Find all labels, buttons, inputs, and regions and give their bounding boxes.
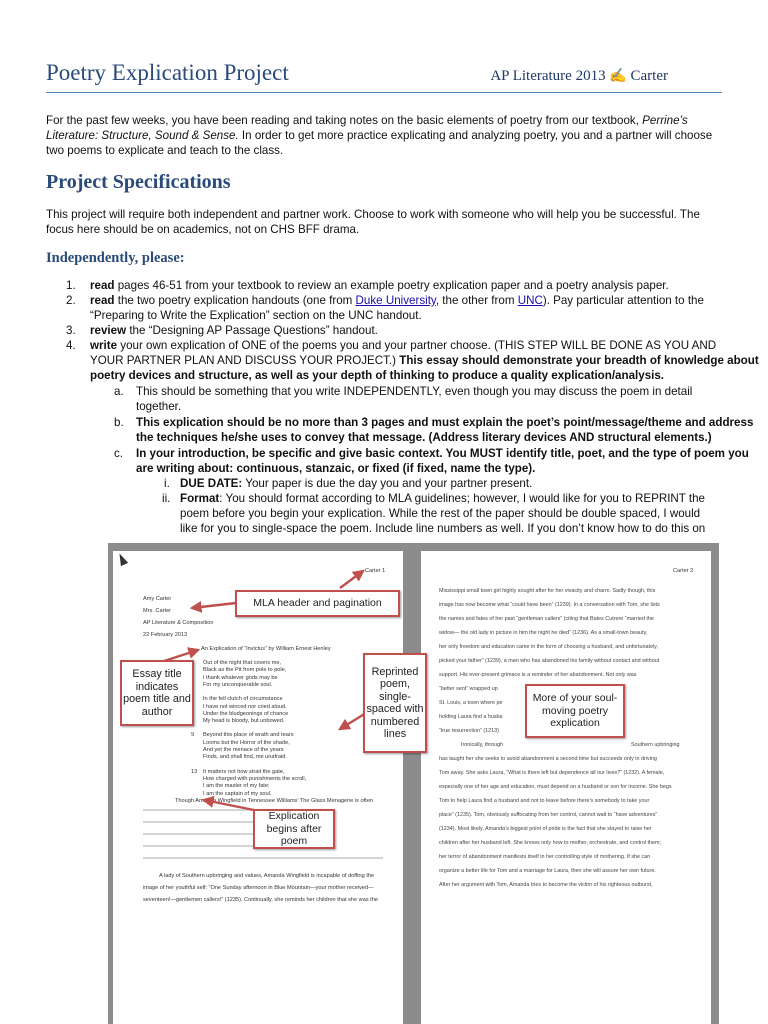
arrow-mla-to-pagenum — [340, 571, 363, 588]
specs-line-1: This project will require both independent and partner work. Choose to work with someone who will help you be successful. The — [46, 208, 700, 221]
section-heading-specifications: Project Specifications — [46, 171, 231, 193]
duke-university-link[interactable]: Duke University — [355, 294, 436, 307]
poem-line: Black as the Pit from pole to pole, — [203, 667, 287, 674]
body-line: image of her youthful self: “One Sunday afternoon in Blue Mountain—your mother received— — [143, 885, 374, 891]
sublist-item-b: This explication should be no more than 3 pages and must explain the poet’s point/message/theme and address — [136, 416, 754, 429]
subsublist-item-due-date: DUE DATE: Your paper is due the day you and your partner present. — [180, 477, 533, 490]
poem-line: And yet the menace of the years — [203, 747, 284, 753]
list-item-continuation: poetry devices and structure, as well as your depth of thinking to produce a quality explication/analysis. — [90, 369, 665, 382]
unc-link[interactable]: UNC — [517, 294, 543, 307]
body-line: St. Louis, a town where pe — [439, 700, 503, 706]
list-item-read-pages: read pages 46-51 from your textbook to review an example poetry explication paper and a poetry analysis paper. — [90, 279, 669, 292]
body-line: her terror of abandonment manifests itself in her controlling style of mothering. If she can — [439, 854, 651, 860]
mla-line: Amy Carter — [143, 596, 172, 602]
poem-line: In the fell clutch of circumstance — [203, 696, 283, 703]
body-line: support. His ever-present grimace is a reminder of her abandonment. Not only was — [439, 672, 637, 678]
teacher-name: Carter — [630, 68, 668, 84]
callout-essay-title: Essay title indicates poem title and author — [120, 660, 194, 726]
poem-line: For my unconquerable soul. — [203, 681, 273, 688]
sublist-letter: c. — [114, 447, 124, 460]
poem-line: Under the bludgeonings of chance — [203, 710, 289, 717]
callout-mla-header: MLA header and pagination — [235, 590, 400, 617]
body-line: her only freedom and education came in the form of choosing a husband, and unfortunately, — [439, 644, 658, 650]
page-header — [46, 58, 722, 93]
poem-line: I have not winced nor cried aloud. — [203, 703, 287, 710]
page-number: Carter 2 — [673, 568, 694, 574]
course-name: AP Literature 2013 — [490, 68, 606, 84]
section-heading-independent: Independently, please: — [46, 250, 185, 266]
list-item-review: review the “Designing AP Passage Questions” handout. — [90, 324, 378, 337]
poem-line: Finds, and shall find, me unafraid. — [203, 754, 287, 761]
list-item-read-handouts: read the two poetry explication handouts (one from Duke University, the other from UNC). Pay particular attention to the — [90, 294, 704, 307]
list-number: 4. — [66, 339, 76, 352]
sublist-item-continuation: are writing about: continuous, stanzaic, or fixed (if fixed, name the type). — [136, 462, 536, 475]
intro-line-1: For the past few weeks, you have been reading and taking notes on the basic elements of poetry from our textbook, Perrine’s — [46, 114, 688, 127]
callout-reprinted-poem: Reprinted poem, single-spaced with numbered lines — [363, 653, 427, 753]
list-item-write: write your own explication of ONE of the poems you and your partner choose. (THIS STEP WILL BE DONE AS YOU AND — [90, 339, 717, 352]
page-number: Carter 1 — [365, 568, 386, 574]
poem-line: Out of the night that covers me, — [203, 660, 282, 666]
sublist-item-continuation: together. — [136, 400, 182, 413]
body-line: image has now become what “could have been” (1239). In a conversation with Tom, she lists — [439, 602, 660, 608]
subsublist-numeral: i. — [164, 477, 170, 490]
mla-line: AP Literature & Composition — [143, 620, 214, 626]
poem-line-number: 13 — [191, 768, 198, 775]
list-item-continuation: “Preparing to Write the Explication” section on the UNC handout. — [90, 309, 422, 322]
body-line: Southern upbringing — [631, 742, 680, 748]
body-line: Though Amanda Wingfield in Tennessee Williams’ The Glass Menagerie is often — [175, 798, 373, 804]
poem-line: It matters not how strait the gate, — [203, 768, 285, 775]
poem-line: I am the master of my fate: — [203, 783, 270, 790]
specs-line-2: focus here should be on academics, not on CHS BFF drama. — [46, 223, 360, 236]
subsublist-item-format: Format: You should format according to MLA guidelines; however, I would like for you to REPRINT the — [180, 492, 705, 505]
callout-explication-begins: Explication begins after poem — [253, 809, 335, 849]
sublist-item-a: This should be something that you write INDEPENDENTLY, even though you may discuss the poem in detail — [136, 385, 693, 398]
page-title: Poetry Explication Project — [46, 60, 289, 85]
list-item-continuation: YOUR PARTNER PLAN AND DISCUSS YOUR PROJECT.) This essay should demonstrate your breadth of knowledge about — [90, 354, 759, 367]
poem-line: I am the captain of my soul. — [203, 790, 272, 797]
list-number: 3. — [66, 324, 76, 337]
callout-more-explication: More of your soul-moving poetry explication — [525, 684, 625, 738]
body-line: Tom to help Laura find a husband and not to leave before there’s somebody to take your — [439, 798, 650, 804]
subsublist-item-continuation: poem before you begin your explication. While the rest of the paper should be double spaced, I would — [180, 507, 701, 520]
subsublist-item-continuation: like for you to single-space the poem. Include line numbers as well. If you don’t know how to do this on — [180, 522, 706, 535]
callout-arrows — [108, 543, 719, 1024]
body-line: picked your father” (1239), a man who has abandoned his family without contact and without — [439, 658, 660, 664]
body-line: children after her husband left. She knows only how to mother, orchestrate, and control them; — [439, 840, 662, 846]
sublist-letter: a. — [114, 385, 124, 398]
poem-line-number: 9 — [191, 732, 195, 739]
subsublist-numeral: ii. — [162, 492, 171, 505]
sublist-item-continuation: the techniques he/she uses to convey that message. (Address literary devices AND structural elements.) — [136, 431, 712, 444]
sublist-item-c: In your introduction, be specific and give basic context. You MUST identify title, poet, and the type of poem you — [136, 447, 749, 460]
body-line: Mississippi small town girl highly sought after for her vivacity and charm. Sadly though, this — [439, 588, 656, 594]
body-line: seventeen!—gentlemen callers!” (1235). Continually, she reminds her children that she was the — [143, 897, 378, 903]
sample-explication-figure — [108, 543, 719, 1024]
body-line: holding Laura find a husba — [439, 714, 503, 720]
body-line: A lady of Southern upbringing and values, Amanda Wingfield is incapable of doffing the — [159, 873, 375, 879]
body-line: especially one of her age and education, must depend on a husband or son for income. She begs — [439, 784, 672, 790]
body-line: widow— the old lady in picture in him the night he died” (1236). As a small-town beauty, — [439, 630, 648, 636]
intro-line-2: Literature: Structure, Sound & Sense. In order to get more practice explicating and analyzing poetry, you and a partner will choose — [46, 129, 713, 142]
body-line: organize a better life for Tom and a marriage for Laura, then she will assure her own future. — [439, 868, 656, 874]
arrow-mla-to-header — [192, 603, 236, 608]
body-line: (1234). Most likely, Amanda’s biggest point of pride is the fact that she stayed to raise her — [439, 826, 652, 832]
poem-line: I thank whatever gods may be — [203, 674, 278, 681]
course-label — [490, 68, 668, 85]
poem-line: Looms but the Horror of the shade, — [203, 739, 290, 746]
arrow-begins-to-body — [204, 800, 254, 810]
body-line: has taught her she seeks to avoid abandonment a second time but succeeds only in driving — [439, 756, 657, 762]
body-line: Tom away. She asks Laura, “What is there left but dependence all our lives?” (1232). A female, — [439, 770, 665, 776]
poem-line: Beyond this place of wrath and tears — [203, 732, 294, 739]
body-line: “better sent” wrapped up — [439, 686, 498, 692]
sublist-letter: b. — [114, 416, 124, 429]
list-number: 2. — [66, 294, 76, 307]
body-line: Ironically, through — [461, 742, 504, 748]
poem-line: How charged with punishments the scroll, — [203, 775, 307, 782]
body-line: the names and fates of her past “gentleman callers” (citing that Bates Cutrere “married the — [439, 616, 654, 622]
list-number: 1. — [66, 279, 76, 292]
pen-icon: ✍ — [609, 69, 627, 84]
body-line: After her argument with Tom, Amanda tries to become the victim of his righteous outburst, — [439, 882, 653, 888]
body-line: place” (1235). Tom, obviously suffocating from her control, cannot wait to “have adventures” — [439, 812, 658, 818]
body-line: “true resurrection” (1213) — [439, 728, 499, 734]
mla-line: Mrs. Carter — [143, 608, 171, 614]
poem-line: My head is bloody, but unbowed. — [203, 718, 285, 725]
essay-title: An Explication of “Invictus” by William Ernest Henley — [201, 646, 331, 652]
mla-line: 22 February 2013 — [143, 632, 188, 638]
intro-line-3: two poems to explicate and teach to the class. — [46, 144, 284, 157]
